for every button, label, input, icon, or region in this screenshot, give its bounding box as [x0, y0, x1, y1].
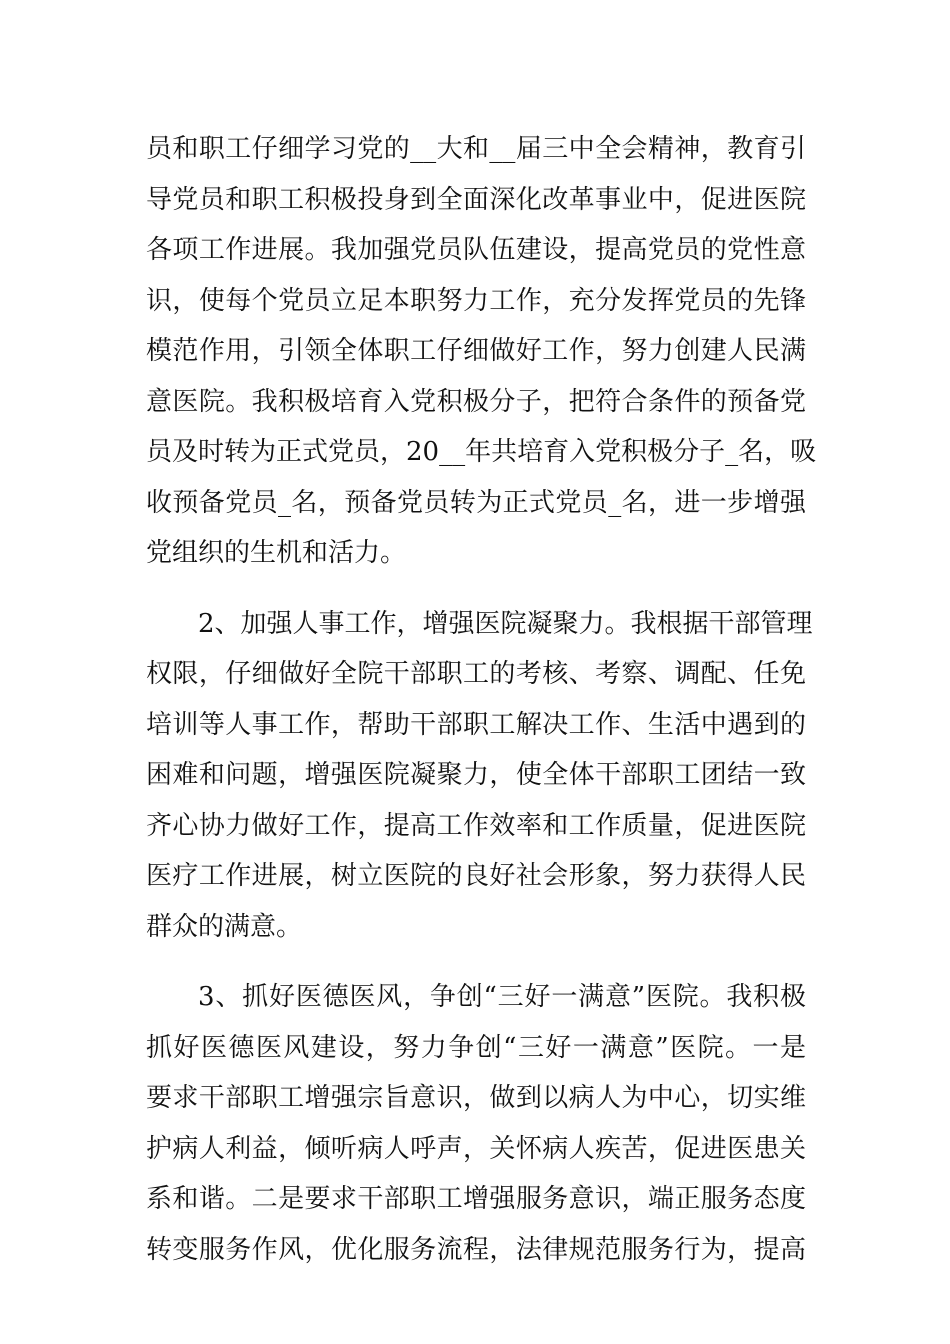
text-line: 群众的满意。 [146, 911, 303, 942]
text-line: 各项工作进展。我加强党员队伍建设，提高党员的党性意 [146, 235, 806, 265]
text-line: 权限，仔细做好全院干部职工的考核、考察、调配、任免 [146, 659, 806, 689]
text-line: 抓好医德医风建设，努力争创“三好一满意”医院。一是 [146, 1032, 806, 1063]
text-line: 护病人利益，倾听病人呼声，关怀病人疾苦，促进医患关 [146, 1133, 806, 1164]
text-line: 齐心协力做好工作，提高工作效率和工作质量，促进医院 [146, 810, 806, 841]
text-line: 转变服务作风，优化服务流程，法律规范服务行为，提高 [146, 1234, 806, 1265]
text-line: 党组织的生机和活力。 [146, 538, 407, 568]
text-line: 培训等人事工作，帮助干部职工解决工作、生活中遇到的 [146, 709, 806, 740]
text-line: 要求干部职工增强宗旨意识，做到以病人为中心，切实维 [146, 1083, 806, 1113]
paragraph-gap [146, 952, 806, 972]
text-line: 系和谐。二是要求干部职工增强服务意识，端正服务态度 [146, 1184, 806, 1214]
text-line: 困难和问题，增强医院凝聚力，使全体干部职工团结一致 [146, 760, 806, 790]
text-line: 3、抓好医德医风，争创“三好一满意”医院。我积极 [198, 982, 806, 1012]
text-line: 导党员和职工积极投身到全面深化改革事业中，促进医院 [146, 184, 806, 215]
text-line: 2、加强人事工作，增强医院凝聚力。我根据干部管理 [198, 608, 813, 639]
text-line: 员和职工仔细学习党的__大和__届三中全会精神，教育引 [146, 134, 806, 164]
paragraph-1 [146, 124, 817, 579]
text-line: 识，使每个党员立足本职努力工作，充分发挥党员的先锋 [146, 285, 806, 316]
paragraph-2 [146, 599, 813, 953]
text-line: 模范作用，引领全体职工仔细做好工作，努力创建人民满 [146, 336, 806, 366]
text-line: 意医院。我积极培育入党积极分子，把符合条件的预备党 [146, 386, 806, 417]
text-line: 医疗工作进展，树立医院的良好社会形象，努力获得人民 [146, 861, 806, 891]
paragraph-gap [146, 579, 806, 599]
paragraph-3 [146, 972, 806, 1275]
text-line: 收预备党员_名，预备党员转为正式党员_名，进一步增强 [146, 487, 806, 518]
document-body [146, 124, 817, 1275]
text-line: 员及时转为正式党员，20__年共培育入党积极分子_名，吸 [146, 437, 817, 467]
